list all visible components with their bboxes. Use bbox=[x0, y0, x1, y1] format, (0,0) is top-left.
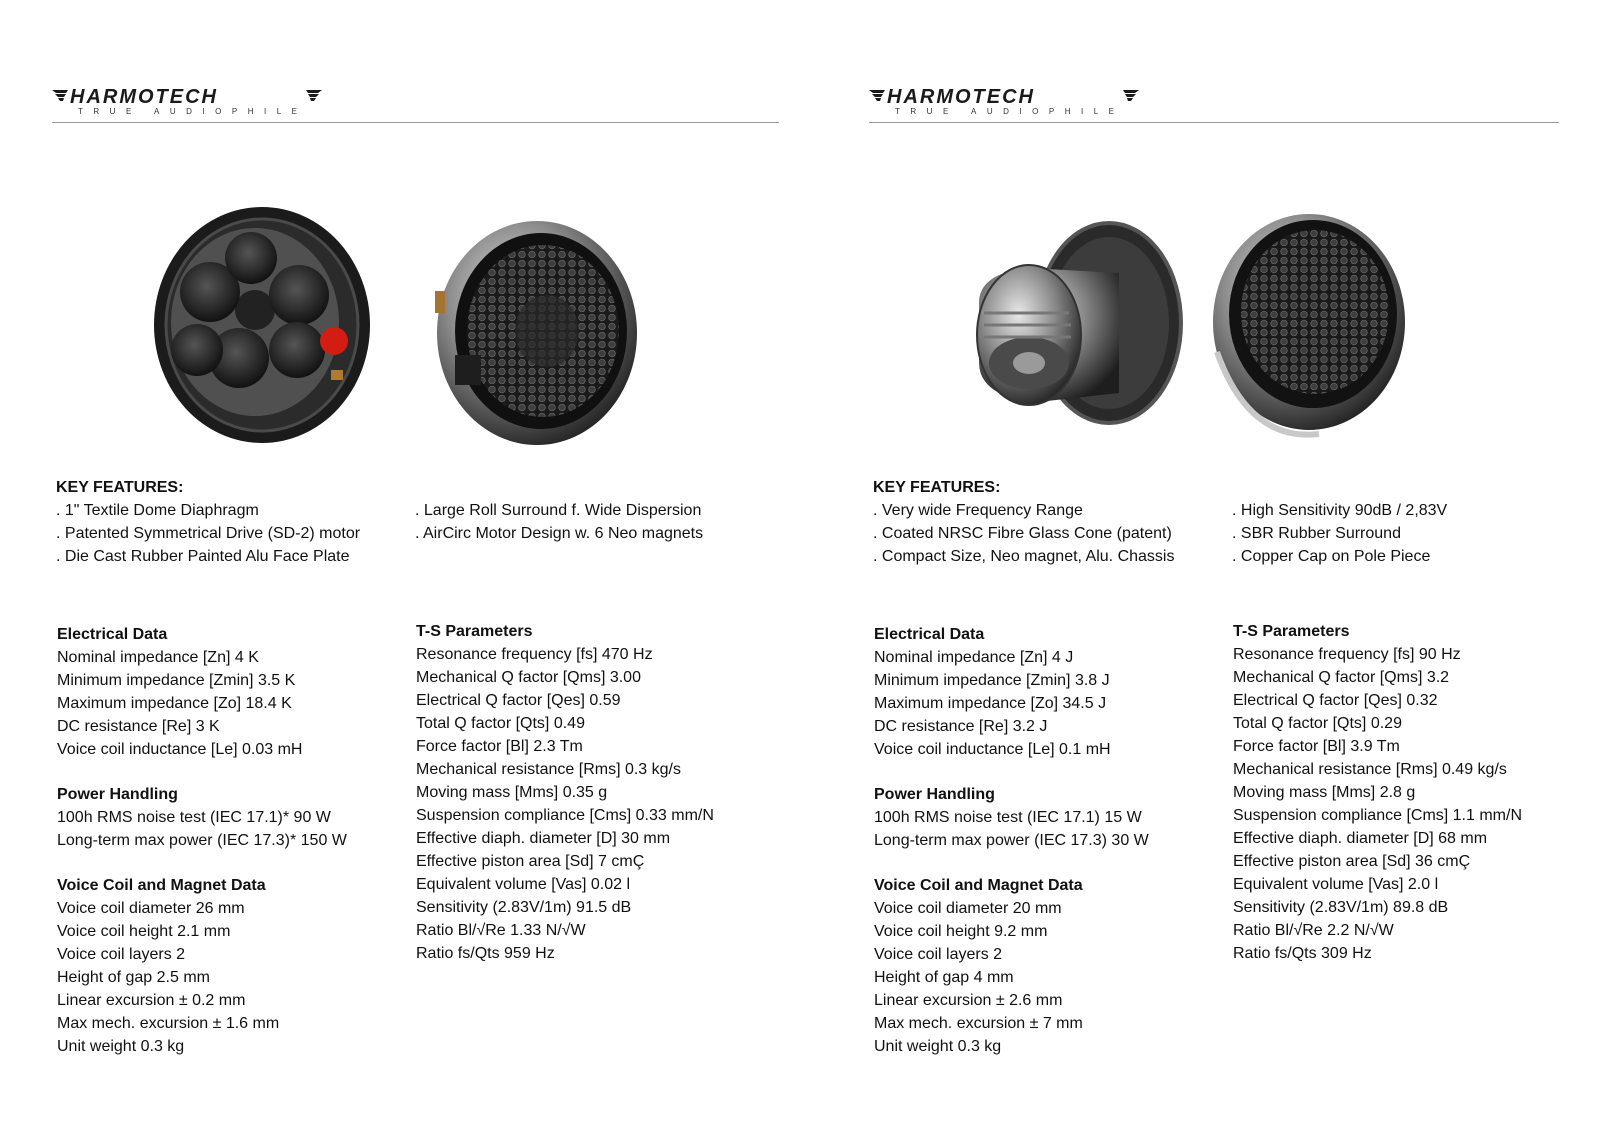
spec-item: Long-term max power (IEC 17.3) 30 W bbox=[874, 832, 1149, 849]
spec-item: Voice coil layers 2 bbox=[874, 946, 1003, 963]
spec-item: Unit weight 0.3 kg bbox=[57, 1038, 185, 1055]
spec-item: Sensitivity (2.83V/1m) 91.5 dB bbox=[416, 899, 632, 916]
feature-item: . Die Cast Rubber Painted Alu Face Plate bbox=[56, 548, 350, 565]
spec-item: Effective piston area [Sd] 7 cmÇ bbox=[416, 853, 645, 870]
spec-item: Max mech. excursion ± 7 mm bbox=[874, 1015, 1083, 1032]
feature-item: . Compact Size, Neo magnet, Alu. Chassis bbox=[873, 548, 1175, 565]
spec-item: Suspension compliance [Cms] 1.1 mm/N bbox=[1233, 807, 1522, 824]
spec-item: Equivalent volume [Vas] 2.0 l bbox=[1233, 876, 1439, 893]
spec-item: Long-term max power (IEC 17.3)* 150 W bbox=[57, 832, 347, 849]
spec-item: Voice coil height 9.2 mm bbox=[874, 923, 1048, 940]
logo-wing-right bbox=[1123, 90, 1139, 101]
spec-item: 100h RMS noise test (IEC 17.1)* 90 W bbox=[57, 809, 331, 826]
spec-item: Mechanical Q factor [Qms] 3.2 bbox=[1233, 669, 1450, 686]
header-rule bbox=[52, 122, 779, 123]
product-photo-back bbox=[959, 208, 1189, 458]
feature-item: . Patented Symmetrical Drive (SD-2) motor bbox=[56, 525, 361, 542]
spec-item: Ratio fs/Qts 959 Hz bbox=[416, 945, 555, 962]
spec-item: Max mech. excursion ± 1.6 mm bbox=[57, 1015, 280, 1032]
spec-item: Force factor [Bl] 3.9 Tm bbox=[1233, 738, 1400, 755]
spec-item: Maximum impedance [Zo] 18.4 K bbox=[57, 695, 292, 712]
product-photo-front bbox=[407, 205, 652, 455]
spec-item: DC resistance [Re] 3 K bbox=[57, 718, 220, 735]
datasheet-page-midrange bbox=[869, 0, 1600, 1131]
logo-wing-left bbox=[869, 90, 885, 101]
spec-item: Electrical Q factor [Qes] 0.32 bbox=[1233, 692, 1438, 709]
ts-heading: T-S Parameters bbox=[416, 623, 533, 640]
electrical-heading: Electrical Data bbox=[874, 626, 985, 643]
spec-item: Nominal impedance [Zn] 4 J bbox=[874, 649, 1074, 666]
brand-logo bbox=[869, 86, 1139, 122]
spec-item: Resonance frequency [fs] 470 Hz bbox=[416, 646, 653, 663]
key-features-col2 bbox=[1232, 499, 1447, 568]
spec-item: Mechanical resistance [Rms] 0.49 kg/s bbox=[1233, 761, 1507, 778]
brand-logo bbox=[52, 86, 322, 122]
spec-item: Voice coil inductance [Le] 0.1 mH bbox=[874, 741, 1111, 758]
feature-item: . 1" Textile Dome Diaphragm bbox=[56, 502, 259, 519]
spec-item: Nominal impedance [Zn] 4 K bbox=[57, 649, 259, 666]
spec-item: Equivalent volume [Vas] 0.02 l bbox=[416, 876, 631, 893]
key-features-col2 bbox=[415, 499, 703, 545]
spec-item: Ratio fs/Qts 309 Hz bbox=[1233, 945, 1372, 962]
product-photo-back bbox=[127, 200, 372, 450]
electrical-data bbox=[57, 623, 347, 1058]
electrical-heading: Electrical Data bbox=[57, 626, 168, 643]
feature-item: . AirCirc Motor Design w. 6 Neo magnets bbox=[415, 525, 704, 542]
spec-item: Voice coil height 2.1 mm bbox=[57, 923, 231, 940]
spec-item: Voice coil layers 2 bbox=[57, 946, 186, 963]
spec-item: Suspension compliance [Cms] 0.33 mm/N bbox=[416, 807, 714, 824]
key-features-heading: KEY FEATURES: bbox=[873, 479, 1001, 496]
spec-item: Mechanical Q factor [Qms] 3.00 bbox=[416, 669, 641, 686]
spec-item: Effective diaph. diameter [D] 30 mm bbox=[416, 830, 671, 847]
feature-item: . Coated NRSC Fibre Glass Cone (patent) bbox=[873, 525, 1172, 542]
spec-item: Effective piston area [Sd] 36 cmÇ bbox=[1233, 853, 1471, 870]
ts-parameters bbox=[416, 620, 714, 965]
spec-item: Voice coil diameter 20 mm bbox=[874, 900, 1062, 917]
spec-item: Mechanical resistance [Rms] 0.3 kg/s bbox=[416, 761, 681, 778]
spec-item: Total Q factor [Qts] 0.29 bbox=[1233, 715, 1402, 732]
spec-item: Resonance frequency [fs] 90 Hz bbox=[1233, 646, 1461, 663]
spec-item: Unit weight 0.3 kg bbox=[874, 1038, 1002, 1055]
voice-coil-heading: Voice Coil and Magnet Data bbox=[57, 877, 266, 894]
brand-name: HARMOTECH bbox=[70, 86, 218, 108]
feature-item: . Large Roll Surround f. Wide Dispersion bbox=[415, 502, 702, 519]
spec-item: 100h RMS noise test (IEC 17.1) 15 W bbox=[874, 809, 1142, 826]
feature-item: . Copper Cap on Pole Piece bbox=[1232, 548, 1431, 565]
spec-item: Effective diaph. diameter [D] 68 mm bbox=[1233, 830, 1488, 847]
datasheet-page-tweeter bbox=[52, 0, 832, 1131]
ts-parameters bbox=[1233, 620, 1522, 965]
brand-tagline: TRUE AUDIOPHILE bbox=[78, 107, 308, 116]
spec-item: Force factor [Bl] 2.3 Tm bbox=[416, 738, 583, 755]
spec-item: Voice coil diameter 26 mm bbox=[57, 900, 245, 917]
spec-item: Minimum impedance [Zmin] 3.8 J bbox=[874, 672, 1110, 689]
spec-item: Ratio Bl/√Re 1.33 N/√W bbox=[416, 922, 586, 939]
product-photo-front bbox=[1209, 202, 1409, 452]
ts-heading: T-S Parameters bbox=[1233, 623, 1350, 640]
logo-wing-right bbox=[306, 90, 322, 101]
key-features bbox=[56, 476, 360, 568]
feature-item: . Very wide Frequency Range bbox=[873, 502, 1083, 519]
feature-item: . High Sensitivity 90dB / 2,83V bbox=[1232, 502, 1448, 519]
spec-item: Total Q factor [Qts] 0.49 bbox=[416, 715, 585, 732]
voice-coil-heading: Voice Coil and Magnet Data bbox=[874, 877, 1083, 894]
spec-item: Height of gap 4 mm bbox=[874, 969, 1014, 986]
spec-item: Electrical Q factor [Qes] 0.59 bbox=[416, 692, 621, 709]
feature-item: . SBR Rubber Surround bbox=[1232, 525, 1401, 542]
electrical-data bbox=[874, 623, 1149, 1058]
header-rule bbox=[869, 122, 1559, 123]
spec-item: Height of gap 2.5 mm bbox=[57, 969, 210, 986]
key-features-heading: KEY FEATURES: bbox=[56, 479, 184, 496]
key-features bbox=[873, 476, 1174, 568]
brand-tagline: TRUE AUDIOPHILE bbox=[895, 107, 1125, 116]
spec-item: Linear excursion ± 2.6 mm bbox=[874, 992, 1063, 1009]
spec-item: Maximum impedance [Zo] 34.5 J bbox=[874, 695, 1107, 712]
spec-item: DC resistance [Re] 3.2 J bbox=[874, 718, 1048, 735]
spec-item: Voice coil inductance [Le] 0.03 mH bbox=[57, 741, 303, 758]
spec-item: Sensitivity (2.83V/1m) 89.8 dB bbox=[1233, 899, 1449, 916]
power-heading: Power Handling bbox=[57, 786, 178, 803]
logo-wing-left bbox=[52, 90, 68, 101]
spec-item: Minimum impedance [Zmin] 3.5 K bbox=[57, 672, 296, 689]
brand-name: HARMOTECH bbox=[887, 86, 1035, 108]
spec-item: Ratio Bl/√Re 2.2 N/√W bbox=[1233, 922, 1394, 939]
power-heading: Power Handling bbox=[874, 786, 995, 803]
spec-item: Moving mass [Mms] 0.35 g bbox=[416, 784, 608, 801]
spec-item: Moving mass [Mms] 2.8 g bbox=[1233, 784, 1416, 801]
spec-item: Linear excursion ± 0.2 mm bbox=[57, 992, 246, 1009]
